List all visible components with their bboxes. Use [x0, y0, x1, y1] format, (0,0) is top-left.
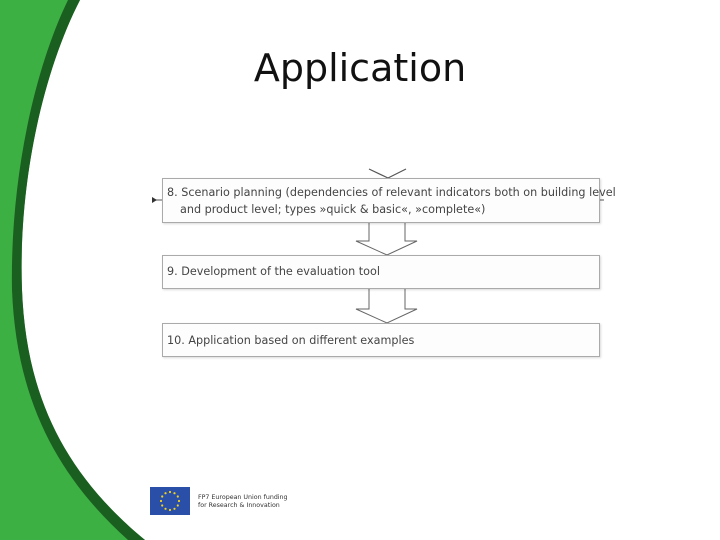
- eu-star: [161, 495, 163, 497]
- footer-line-1: FP7 European Union funding: [198, 494, 288, 501]
- step-10-label: 10. Application based on different examples: [167, 334, 415, 347]
- slide-title: Application: [253, 46, 467, 90]
- eu-star: [160, 500, 162, 502]
- step-8-line-2: and product level; types »quick & basic«, »complete«): [180, 203, 486, 216]
- eu-star: [169, 509, 171, 511]
- footer-line-2: for Research & Innovation: [198, 502, 280, 509]
- eu-star: [173, 508, 175, 510]
- step-9-label: 9. Development of the evaluation tool: [167, 265, 380, 278]
- eu-star: [178, 500, 180, 502]
- down-arrow-1: [356, 223, 417, 255]
- top-chevron: [369, 169, 406, 178]
- step-box-8: [162, 178, 616, 223]
- eu-star: [164, 492, 166, 494]
- step-box-10: [162, 323, 600, 357]
- left-green-bar: [0, 0, 145, 540]
- eu-star: [177, 495, 179, 497]
- incoming-arrow-head: [152, 197, 157, 203]
- eu-star: [177, 504, 179, 506]
- step-8-line-1: 8. Scenario planning (dependencies of relevant indicators both on building level: [167, 186, 616, 199]
- down-arrow-2: [356, 289, 417, 323]
- step-box-9: [162, 255, 600, 289]
- footer-funding-text: [198, 494, 288, 510]
- eu-star: [164, 508, 166, 510]
- eu-star: [169, 491, 171, 493]
- eu-star: [161, 504, 163, 506]
- eu-star: [173, 492, 175, 494]
